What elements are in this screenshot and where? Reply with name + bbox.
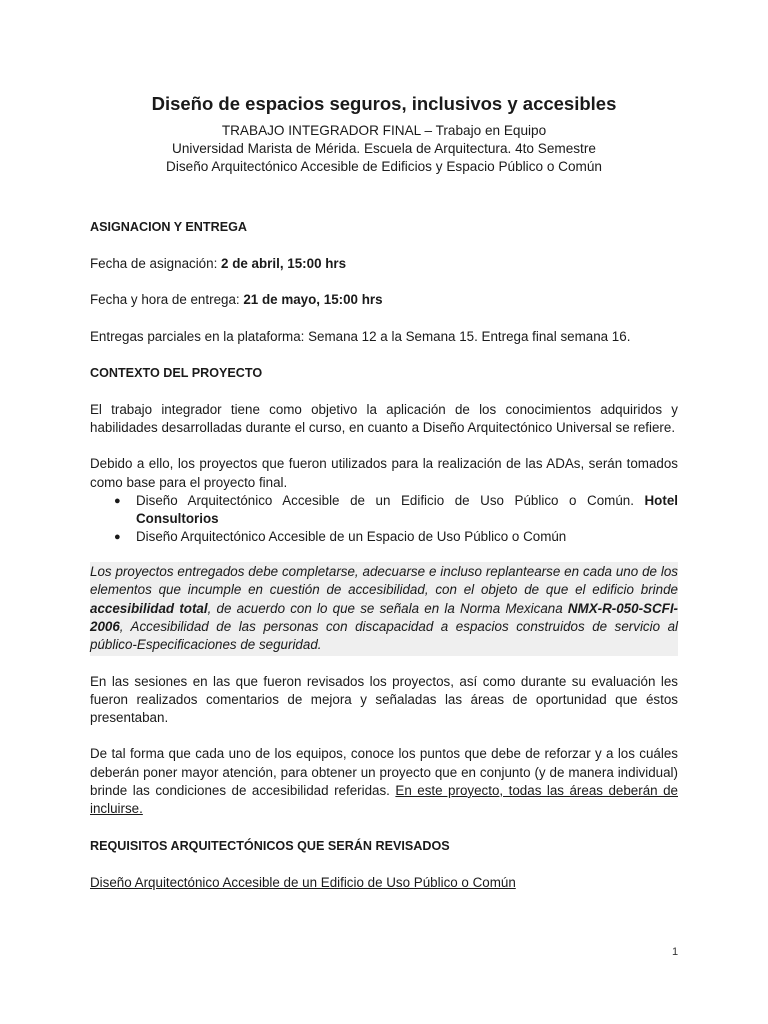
bullet-icon: ● — [114, 530, 121, 543]
highlighted-paragraph — [90, 562, 678, 656]
fecha-asignacion-value: 2 de abril, 15:00 hrs — [221, 256, 347, 271]
subtitle-line-2: Universidad Marista de Mérida. Escuela de Arquitectura. 4to Semestre — [172, 141, 596, 156]
highlight-text-2: , de acuerdo con lo que se señala en la Norma Mexicana — [207, 600, 568, 616]
fecha-asignacion — [90, 255, 678, 273]
subtitle-line-1: TRABAJO INTEGRADOR FINAL – Trabajo en Equipo — [221, 123, 547, 138]
highlight-text-1: Los proyectos entregados debe completarse, adecuarse e incluso replantearse en cada uno de los elementos que incumple en cuestión de accesibilidad, con el objeto de que el edificio brinde — [90, 563, 678, 598]
highlight-bold-1: accesibilidad total — [90, 600, 208, 616]
list-item — [114, 528, 678, 546]
fecha-entrega-value: 21 de mayo, 15:00 hrs — [243, 292, 383, 307]
fecha-asignacion-label: Fecha de asignación: — [90, 256, 222, 271]
heading-asignacion: ASIGNACION Y ENTREGA — [90, 220, 247, 234]
highlight-bold-2: NMX-R-050-SCFI-2006 — [90, 600, 678, 635]
project-list — [90, 492, 678, 546]
paragraph-equipos — [90, 745, 678, 818]
list-item-text: Diseño Arquitectónico Accesible de un Edificio de Uso Público o Común. — [136, 492, 645, 508]
document-header — [90, 92, 678, 176]
fecha-entrega-label: Fecha y hora de entrega: — [90, 292, 244, 307]
list-item-text: Diseño Arquitectónico Accesible de un Espacio de Uso Público o Común — [136, 528, 567, 544]
heading-requisitos: REQUISITOS ARQUITECTÓNICOS QUE SERÁN REVISADOS — [90, 839, 450, 854]
highlight-text-3: , Accesibilidad de las personas con discapacidad a espacios construidos de servicio al público-Especificaciones de seguridad. — [90, 619, 678, 653]
document-title: Diseño de espacios seguros, inclusivos y accesibles — [151, 93, 617, 114]
bullet-icon: ● — [114, 494, 121, 507]
entregas-parciales: Entregas parciales en la plataforma: Semana 12 a la Semana 15. Entrega final semana 16. — [90, 329, 631, 344]
page-number: 1 — [672, 946, 679, 958]
document-page — [90, 92, 678, 892]
paragraph-sesiones: En las sesiones en las que fueron revisados los proyectos, así como durante su evaluación les fueron realizados comentarios de mejora y señaladas las áreas de oportunidad que éstos presentaban. — [90, 673, 678, 726]
list-item — [114, 492, 678, 528]
fecha-entrega — [90, 291, 678, 309]
subtitle-line-3: Diseño Arquitectónico Accesible de Edificios y Espacio Público o Común — [166, 159, 602, 174]
paragraph-base: Debido a ello, los proyectos que fueron utilizados para la realización de las ADAs, serán tomados como base para el proyecto final. — [90, 456, 678, 490]
subheading-edificio: Diseño Arquitectónico Accesible de un Edificio de Uso Público o Común — [90, 875, 516, 891]
paragraph-equipos-underline: En este proyecto, todas las áreas deberán de incluirse. — [90, 782, 678, 817]
list-item-bold: Hotel Consultorios — [136, 492, 678, 526]
paragraph-equipos-text: De tal forma que cada uno de los equipos, conoce los puntos que debe de reforzar y a los cuáles deberán poner mayor atención, para obtener un proyecto que en conjunto (y de manera individual) brinde las condiciones de accesibilidad referidas. — [90, 746, 678, 798]
heading-contexto: CONTEXTO DEL PROYECTO — [90, 366, 263, 380]
paragraph-objetivo: El trabajo integrador tiene como objetivo la aplicación de los conocimientos adquiridos y habilidades desarrolladas durante el curso, en cuanto a Diseño Arquitectónico Universal se refiere. — [90, 402, 678, 436]
